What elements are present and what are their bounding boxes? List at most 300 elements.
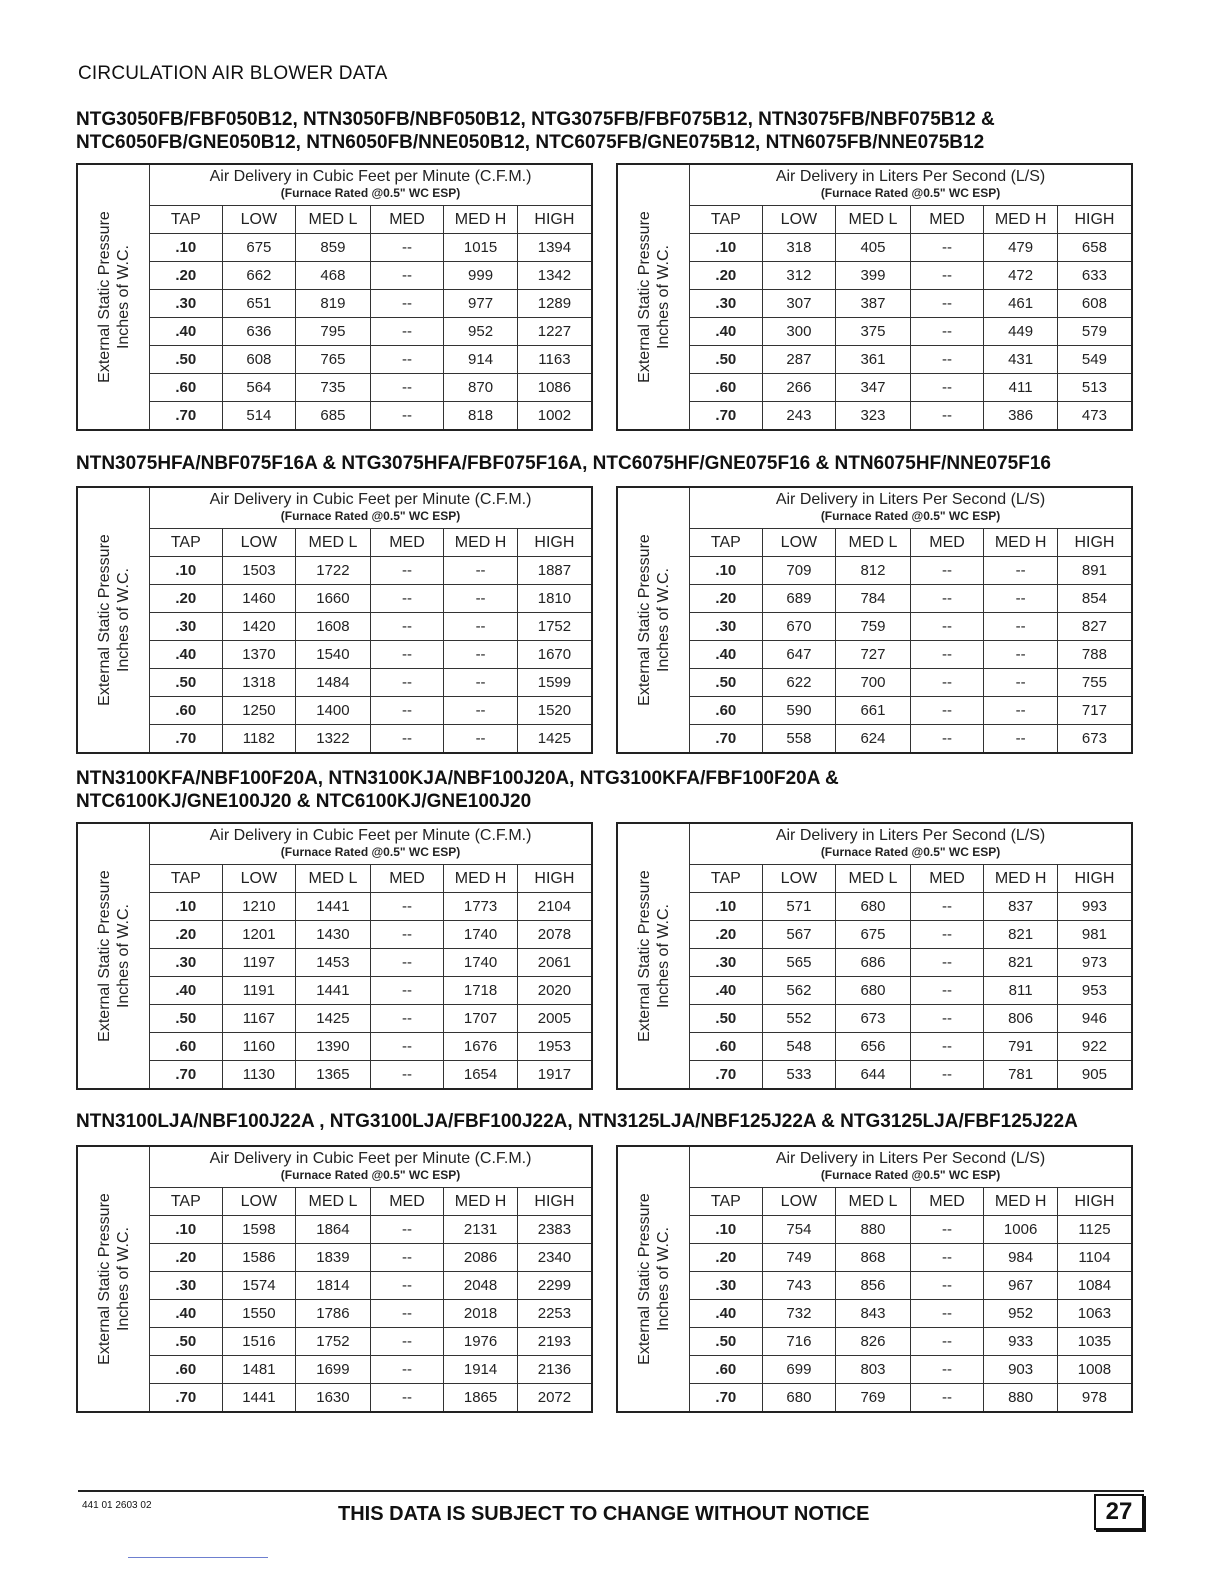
tap-value: .10 bbox=[150, 234, 223, 262]
airflow-value: 759 bbox=[836, 613, 911, 641]
column-header: HIGH bbox=[1057, 206, 1132, 234]
table-row bbox=[617, 557, 1132, 585]
table-row bbox=[617, 1216, 1132, 1244]
airflow-value: -- bbox=[370, 290, 444, 318]
tap-value: .30 bbox=[150, 290, 223, 318]
airflow-value: 806 bbox=[984, 1005, 1058, 1033]
airflow-value: 1503 bbox=[222, 557, 296, 585]
airflow-value: 1722 bbox=[296, 557, 371, 585]
airflow-value: 565 bbox=[762, 949, 836, 977]
section-3-title-line-1: NTN3100KFA/NBF100F20A, NTN3100KJA/NBF100J20A, NTG3100KFA/FBF100F20A & bbox=[76, 768, 839, 789]
airflow-value: 1586 bbox=[222, 1244, 296, 1272]
air-delivery-title: Air Delivery in Liters Per Second (L/S) bbox=[775, 1150, 1046, 1167]
airflow-value: -- bbox=[984, 613, 1058, 641]
column-header: MED H bbox=[984, 206, 1058, 234]
furnace-rating-note: (Furnace Rated @0.5" WC ESP) bbox=[280, 845, 461, 859]
airflow-value: 387 bbox=[836, 290, 911, 318]
tap-value: .70 bbox=[150, 725, 223, 754]
airflow-value: 859 bbox=[296, 234, 371, 262]
airflow-value: 564 bbox=[222, 374, 296, 402]
airflow-value: 673 bbox=[836, 1005, 911, 1033]
airflow-value: -- bbox=[910, 697, 984, 725]
airflow-value: -- bbox=[910, 346, 984, 374]
airflow-value: 1322 bbox=[296, 725, 371, 754]
airflow-value: 993 bbox=[1057, 893, 1132, 921]
column-header: LOW bbox=[222, 206, 296, 234]
tap-value: .30 bbox=[690, 290, 763, 318]
air-delivery-header bbox=[690, 487, 1132, 529]
airflow-value: 819 bbox=[296, 290, 371, 318]
pressure-axis-label bbox=[77, 823, 150, 1089]
table-row bbox=[77, 613, 592, 641]
table-row bbox=[617, 697, 1132, 725]
column-header: MED bbox=[370, 206, 444, 234]
table-row bbox=[77, 262, 592, 290]
column-header: LOW bbox=[762, 1188, 836, 1216]
airflow-value: 1630 bbox=[296, 1384, 371, 1413]
table-row bbox=[617, 318, 1132, 346]
table-row bbox=[617, 374, 1132, 402]
airflow-value: 1250 bbox=[222, 697, 296, 725]
airflow-value: 1390 bbox=[296, 1033, 371, 1061]
airflow-value: 821 bbox=[984, 949, 1058, 977]
tap-value: .30 bbox=[690, 613, 763, 641]
tap-value: .50 bbox=[690, 346, 763, 374]
table-row bbox=[617, 346, 1132, 374]
table-row bbox=[77, 557, 592, 585]
column-header: MED bbox=[370, 1188, 444, 1216]
airflow-value: 1608 bbox=[296, 613, 371, 641]
section-3-ls-table bbox=[616, 822, 1133, 1090]
section-2-cfm-table bbox=[76, 486, 593, 754]
column-header: LOW bbox=[222, 1188, 296, 1216]
tap-value: .20 bbox=[690, 921, 763, 949]
airflow-value: 2020 bbox=[517, 977, 592, 1005]
airflow-value: -- bbox=[910, 893, 984, 921]
column-header: MED L bbox=[296, 1188, 371, 1216]
airflow-value: 1707 bbox=[444, 1005, 518, 1033]
column-header: MED L bbox=[836, 1188, 911, 1216]
table-row bbox=[617, 921, 1132, 949]
table-row bbox=[77, 1356, 592, 1384]
airflow-value: 673 bbox=[1057, 725, 1132, 754]
air-delivery-header bbox=[150, 823, 592, 865]
airflow-value: -- bbox=[444, 641, 518, 669]
section-1-title bbox=[76, 108, 995, 154]
airflow-value: -- bbox=[910, 1061, 984, 1090]
airflow-value: 946 bbox=[1057, 1005, 1132, 1033]
airflow-value: 1289 bbox=[517, 290, 592, 318]
airflow-value: 1550 bbox=[222, 1300, 296, 1328]
airflow-value: -- bbox=[444, 585, 518, 613]
tap-value: .20 bbox=[690, 262, 763, 290]
tap-value: .60 bbox=[690, 374, 763, 402]
airflow-value: -- bbox=[370, 893, 444, 921]
pressure-label-line-2: Inches of W.C. bbox=[114, 567, 132, 673]
airflow-value: -- bbox=[370, 318, 444, 346]
airflow-value: 735 bbox=[296, 374, 371, 402]
airflow-value: 811 bbox=[984, 977, 1058, 1005]
air-delivery-title: Air Delivery in Cubic Feet per Minute (C.F.M.) bbox=[209, 827, 532, 844]
airflow-value: 1394 bbox=[517, 234, 592, 262]
airflow-value: 2383 bbox=[517, 1216, 592, 1244]
airflow-value: -- bbox=[444, 613, 518, 641]
airflow-value: -- bbox=[370, 1033, 444, 1061]
page-number: 27 bbox=[1094, 1494, 1144, 1530]
airflow-value: 1125 bbox=[1057, 1216, 1132, 1244]
table-row bbox=[77, 290, 592, 318]
section-3-cfm-table bbox=[76, 822, 593, 1090]
airflow-value: 727 bbox=[836, 641, 911, 669]
airflow-value: 1786 bbox=[296, 1300, 371, 1328]
section-4-title bbox=[76, 1110, 1078, 1133]
section-4-cfm-table bbox=[76, 1145, 593, 1413]
airflow-value: -- bbox=[910, 262, 984, 290]
tap-value: .20 bbox=[690, 1244, 763, 1272]
column-header: HIGH bbox=[517, 865, 592, 893]
airflow-value: 2061 bbox=[517, 949, 592, 977]
airflow-value: -- bbox=[910, 1328, 984, 1356]
tap-value: .50 bbox=[150, 1328, 223, 1356]
airflow-value: 818 bbox=[444, 402, 518, 431]
airflow-value: -- bbox=[370, 1272, 444, 1300]
table-row bbox=[77, 1384, 592, 1413]
airflow-value: 2253 bbox=[517, 1300, 592, 1328]
airflow-value: 854 bbox=[1057, 585, 1132, 613]
pressure-axis-label bbox=[77, 164, 150, 430]
airflow-value: 973 bbox=[1057, 949, 1132, 977]
pressure-axis-label bbox=[77, 1146, 150, 1412]
airflow-value: 843 bbox=[836, 1300, 911, 1328]
airflow-value: -- bbox=[910, 669, 984, 697]
tap-value: .10 bbox=[150, 1216, 223, 1244]
table-row bbox=[77, 1328, 592, 1356]
footer-divider bbox=[78, 1490, 1144, 1492]
tap-value: .70 bbox=[150, 402, 223, 431]
airflow-value: 2299 bbox=[517, 1272, 592, 1300]
column-header: MED H bbox=[444, 206, 518, 234]
table-row bbox=[77, 1244, 592, 1272]
column-header: HIGH bbox=[517, 206, 592, 234]
table-row bbox=[77, 1272, 592, 1300]
air-delivery-header bbox=[150, 1146, 592, 1188]
airflow-value: 644 bbox=[836, 1061, 911, 1090]
airflow-value: 1914 bbox=[444, 1356, 518, 1384]
airflow-value: -- bbox=[370, 669, 444, 697]
column-header: MED L bbox=[296, 206, 371, 234]
column-header: HIGH bbox=[517, 529, 592, 557]
airflow-value: 1425 bbox=[517, 725, 592, 754]
pressure-axis-label bbox=[617, 164, 690, 430]
airflow-value: 953 bbox=[1057, 977, 1132, 1005]
section-1-ls-table bbox=[616, 163, 1133, 431]
column-header: HIGH bbox=[517, 1188, 592, 1216]
airflow-value: 699 bbox=[762, 1356, 836, 1384]
airflow-value: 411 bbox=[984, 374, 1058, 402]
table-row bbox=[617, 262, 1132, 290]
table-row bbox=[77, 697, 592, 725]
table-row bbox=[77, 318, 592, 346]
column-header: TAP bbox=[690, 1188, 763, 1216]
airflow-value: 318 bbox=[762, 234, 836, 262]
column-header: MED bbox=[370, 529, 444, 557]
tap-value: .50 bbox=[150, 1005, 223, 1033]
table-row bbox=[77, 1061, 592, 1090]
airflow-value: -- bbox=[444, 557, 518, 585]
airflow-value: -- bbox=[370, 1328, 444, 1356]
table-row bbox=[77, 977, 592, 1005]
airflow-value: 749 bbox=[762, 1244, 836, 1272]
airflow-value: 826 bbox=[836, 1328, 911, 1356]
airflow-value: -- bbox=[370, 1005, 444, 1033]
airflow-value: 1839 bbox=[296, 1244, 371, 1272]
column-header: TAP bbox=[690, 529, 763, 557]
pressure-label-line-2: Inches of W.C. bbox=[114, 903, 132, 1009]
airflow-value: 1084 bbox=[1057, 1272, 1132, 1300]
table-row bbox=[617, 290, 1132, 318]
furnace-rating-note: (Furnace Rated @0.5" WC ESP) bbox=[280, 1168, 461, 1182]
section-1-title-line-2: NTC6050FB/GNE050B12, NTN6050FB/NNE050B12, NTC6075FB/GNE075B12, NTN6075FB/NNE075B12 bbox=[76, 132, 985, 153]
table-row bbox=[617, 402, 1132, 431]
column-header: TAP bbox=[150, 206, 223, 234]
column-header: MED H bbox=[984, 529, 1058, 557]
section-2-ls-table bbox=[616, 486, 1133, 754]
airflow-value: -- bbox=[910, 1384, 984, 1413]
airflow-value: -- bbox=[910, 977, 984, 1005]
airflow-value: 1430 bbox=[296, 921, 371, 949]
airflow-value: 2340 bbox=[517, 1244, 592, 1272]
airflow-value: 984 bbox=[984, 1244, 1058, 1272]
airflow-value: 323 bbox=[836, 402, 911, 431]
table-row bbox=[77, 669, 592, 697]
airflow-value: 1197 bbox=[222, 949, 296, 977]
airflow-value: 661 bbox=[836, 697, 911, 725]
airflow-value: -- bbox=[444, 725, 518, 754]
airflow-value: 608 bbox=[1057, 290, 1132, 318]
airflow-value: 514 bbox=[222, 402, 296, 431]
airflow-value: 658 bbox=[1057, 234, 1132, 262]
airflow-value: 680 bbox=[762, 1384, 836, 1413]
airflow-value: -- bbox=[910, 234, 984, 262]
airflow-value: 1718 bbox=[444, 977, 518, 1005]
airflow-value: 1420 bbox=[222, 613, 296, 641]
airflow-value: 633 bbox=[1057, 262, 1132, 290]
airflow-value: -- bbox=[370, 641, 444, 669]
table-row bbox=[617, 977, 1132, 1005]
airflow-value: 1002 bbox=[517, 402, 592, 431]
air-delivery-title: Air Delivery in Liters Per Second (L/S) bbox=[775, 491, 1046, 508]
table-row bbox=[617, 1061, 1132, 1090]
airflow-value: 622 bbox=[762, 669, 836, 697]
airflow-value: 1953 bbox=[517, 1033, 592, 1061]
tap-value: .40 bbox=[690, 977, 763, 1005]
column-header: MED L bbox=[296, 529, 371, 557]
airflow-value: 1976 bbox=[444, 1328, 518, 1356]
column-header: LOW bbox=[222, 865, 296, 893]
airflow-value: 784 bbox=[836, 585, 911, 613]
table-row bbox=[617, 1356, 1132, 1384]
column-header: MED H bbox=[984, 865, 1058, 893]
airflow-value: 795 bbox=[296, 318, 371, 346]
furnace-rating-note: (Furnace Rated @0.5" WC ESP) bbox=[820, 186, 1001, 200]
table-row bbox=[617, 1033, 1132, 1061]
airflow-value: 431 bbox=[984, 346, 1058, 374]
column-header: TAP bbox=[150, 1188, 223, 1216]
column-header: MED bbox=[910, 865, 984, 893]
airflow-value: 791 bbox=[984, 1033, 1058, 1061]
tap-value: .10 bbox=[690, 893, 763, 921]
airflow-value: 2048 bbox=[444, 1272, 518, 1300]
airflow-value: 1740 bbox=[444, 949, 518, 977]
section-3-title bbox=[76, 767, 839, 813]
airflow-value: 1865 bbox=[444, 1384, 518, 1413]
airflow-value: -- bbox=[370, 697, 444, 725]
column-header: HIGH bbox=[1057, 865, 1132, 893]
tap-value: .60 bbox=[150, 1033, 223, 1061]
column-header: MED bbox=[910, 529, 984, 557]
section-4-title-line-1: NTN3100LJA/NBF100J22A , NTG3100LJA/FBF100J22A, NTN3125LJA/NBF125J22A & NTG3125LJA/FBF125J22A bbox=[76, 1111, 1078, 1132]
column-header: LOW bbox=[762, 529, 836, 557]
furnace-rating-note: (Furnace Rated @0.5" WC ESP) bbox=[820, 509, 1001, 523]
airflow-value: 870 bbox=[444, 374, 518, 402]
tap-value: .30 bbox=[690, 949, 763, 977]
airflow-value: 662 bbox=[222, 262, 296, 290]
airflow-value: -- bbox=[910, 557, 984, 585]
airflow-value: 533 bbox=[762, 1061, 836, 1090]
tap-value: .50 bbox=[690, 1005, 763, 1033]
furnace-rating-note: (Furnace Rated @0.5" WC ESP) bbox=[820, 845, 1001, 859]
tap-value: .70 bbox=[150, 1384, 223, 1413]
column-header: LOW bbox=[222, 529, 296, 557]
column-header: MED L bbox=[836, 865, 911, 893]
airflow-value: 981 bbox=[1057, 921, 1132, 949]
tap-value: .10 bbox=[690, 234, 763, 262]
column-header: LOW bbox=[762, 865, 836, 893]
airflow-value: 266 bbox=[762, 374, 836, 402]
airflow-value: 1104 bbox=[1057, 1244, 1132, 1272]
airflow-value: 1574 bbox=[222, 1272, 296, 1300]
table-row bbox=[617, 1300, 1132, 1328]
tap-value: .40 bbox=[690, 641, 763, 669]
airflow-value: 2131 bbox=[444, 1216, 518, 1244]
airflow-value: 1453 bbox=[296, 949, 371, 977]
airflow-value: 1425 bbox=[296, 1005, 371, 1033]
airflow-value: 1035 bbox=[1057, 1328, 1132, 1356]
airflow-value: 405 bbox=[836, 234, 911, 262]
airflow-value: 716 bbox=[762, 1328, 836, 1356]
airflow-value: 905 bbox=[1057, 1061, 1132, 1090]
tap-value: .40 bbox=[150, 318, 223, 346]
airflow-value: 868 bbox=[836, 1244, 911, 1272]
pressure-label-line-2: Inches of W.C. bbox=[654, 903, 672, 1009]
table-row bbox=[617, 641, 1132, 669]
airflow-value: -- bbox=[370, 346, 444, 374]
airflow-value: 2086 bbox=[444, 1244, 518, 1272]
airflow-value: 689 bbox=[762, 585, 836, 613]
airflow-value: 1167 bbox=[222, 1005, 296, 1033]
air-delivery-title: Air Delivery in Cubic Feet per Minute (C.F.M.) bbox=[209, 168, 532, 185]
air-delivery-title: Air Delivery in Liters Per Second (L/S) bbox=[775, 168, 1046, 185]
airflow-value: 590 bbox=[762, 697, 836, 725]
furnace-rating-note: (Furnace Rated @0.5" WC ESP) bbox=[280, 509, 461, 523]
airflow-value: 473 bbox=[1057, 402, 1132, 431]
airflow-value: 2018 bbox=[444, 1300, 518, 1328]
tap-value: .20 bbox=[690, 585, 763, 613]
table-row bbox=[77, 1300, 592, 1328]
tap-value: .40 bbox=[150, 977, 223, 1005]
airflow-value: 300 bbox=[762, 318, 836, 346]
table-row bbox=[617, 1244, 1132, 1272]
pressure-label-line-1: External Static Pressure bbox=[635, 1193, 653, 1365]
airflow-value: 922 bbox=[1057, 1033, 1132, 1061]
airflow-value: -- bbox=[910, 318, 984, 346]
airflow-value: 675 bbox=[222, 234, 296, 262]
airflow-value: -- bbox=[444, 669, 518, 697]
column-header: MED H bbox=[444, 529, 518, 557]
airflow-value: -- bbox=[910, 1356, 984, 1384]
pressure-label-line-2: Inches of W.C. bbox=[654, 1226, 672, 1332]
airflow-value: 1773 bbox=[444, 893, 518, 921]
airflow-value: 479 bbox=[984, 234, 1058, 262]
airflow-value: 1481 bbox=[222, 1356, 296, 1384]
airflow-value: 1660 bbox=[296, 585, 371, 613]
air-delivery-header bbox=[150, 164, 592, 206]
airflow-value: -- bbox=[910, 374, 984, 402]
airflow-value: 1814 bbox=[296, 1272, 371, 1300]
pressure-label-line-2: Inches of W.C. bbox=[114, 1226, 132, 1332]
airflow-value: -- bbox=[910, 1300, 984, 1328]
table-row bbox=[77, 949, 592, 977]
tap-value: .20 bbox=[150, 921, 223, 949]
airflow-value: 651 bbox=[222, 290, 296, 318]
airflow-value: 952 bbox=[984, 1300, 1058, 1328]
column-header: LOW bbox=[762, 206, 836, 234]
airflow-value: 2104 bbox=[517, 893, 592, 921]
airflow-value: 513 bbox=[1057, 374, 1132, 402]
tap-value: .70 bbox=[690, 402, 763, 431]
pressure-label-line-1: External Static Pressure bbox=[635, 211, 653, 383]
table-row bbox=[77, 921, 592, 949]
table-row bbox=[617, 1005, 1132, 1033]
airflow-value: 1063 bbox=[1057, 1300, 1132, 1328]
airflow-value: -- bbox=[910, 585, 984, 613]
table-row bbox=[617, 949, 1132, 977]
pressure-label-line-2: Inches of W.C. bbox=[654, 567, 672, 673]
table-row bbox=[617, 669, 1132, 697]
airflow-value: 243 bbox=[762, 402, 836, 431]
tap-value: .10 bbox=[150, 893, 223, 921]
airflow-value: 1864 bbox=[296, 1216, 371, 1244]
table-row bbox=[77, 585, 592, 613]
airflow-value: 743 bbox=[762, 1272, 836, 1300]
airflow-value: -- bbox=[370, 725, 444, 754]
section-1-cfm-table bbox=[76, 163, 593, 431]
airflow-value: 1699 bbox=[296, 1356, 371, 1384]
airflow-value: -- bbox=[370, 585, 444, 613]
airflow-value: 1160 bbox=[222, 1033, 296, 1061]
airflow-value: 732 bbox=[762, 1300, 836, 1328]
tap-value: .60 bbox=[150, 697, 223, 725]
column-header: TAP bbox=[690, 865, 763, 893]
document-number: 441 01 2603 02 bbox=[82, 1500, 152, 1511]
airflow-value: 1917 bbox=[517, 1061, 592, 1090]
airflow-value: 1752 bbox=[296, 1328, 371, 1356]
airflow-value: -- bbox=[370, 1216, 444, 1244]
airflow-value: 1441 bbox=[222, 1384, 296, 1413]
airflow-value: 472 bbox=[984, 262, 1058, 290]
column-header: TAP bbox=[150, 529, 223, 557]
airflow-value: 636 bbox=[222, 318, 296, 346]
